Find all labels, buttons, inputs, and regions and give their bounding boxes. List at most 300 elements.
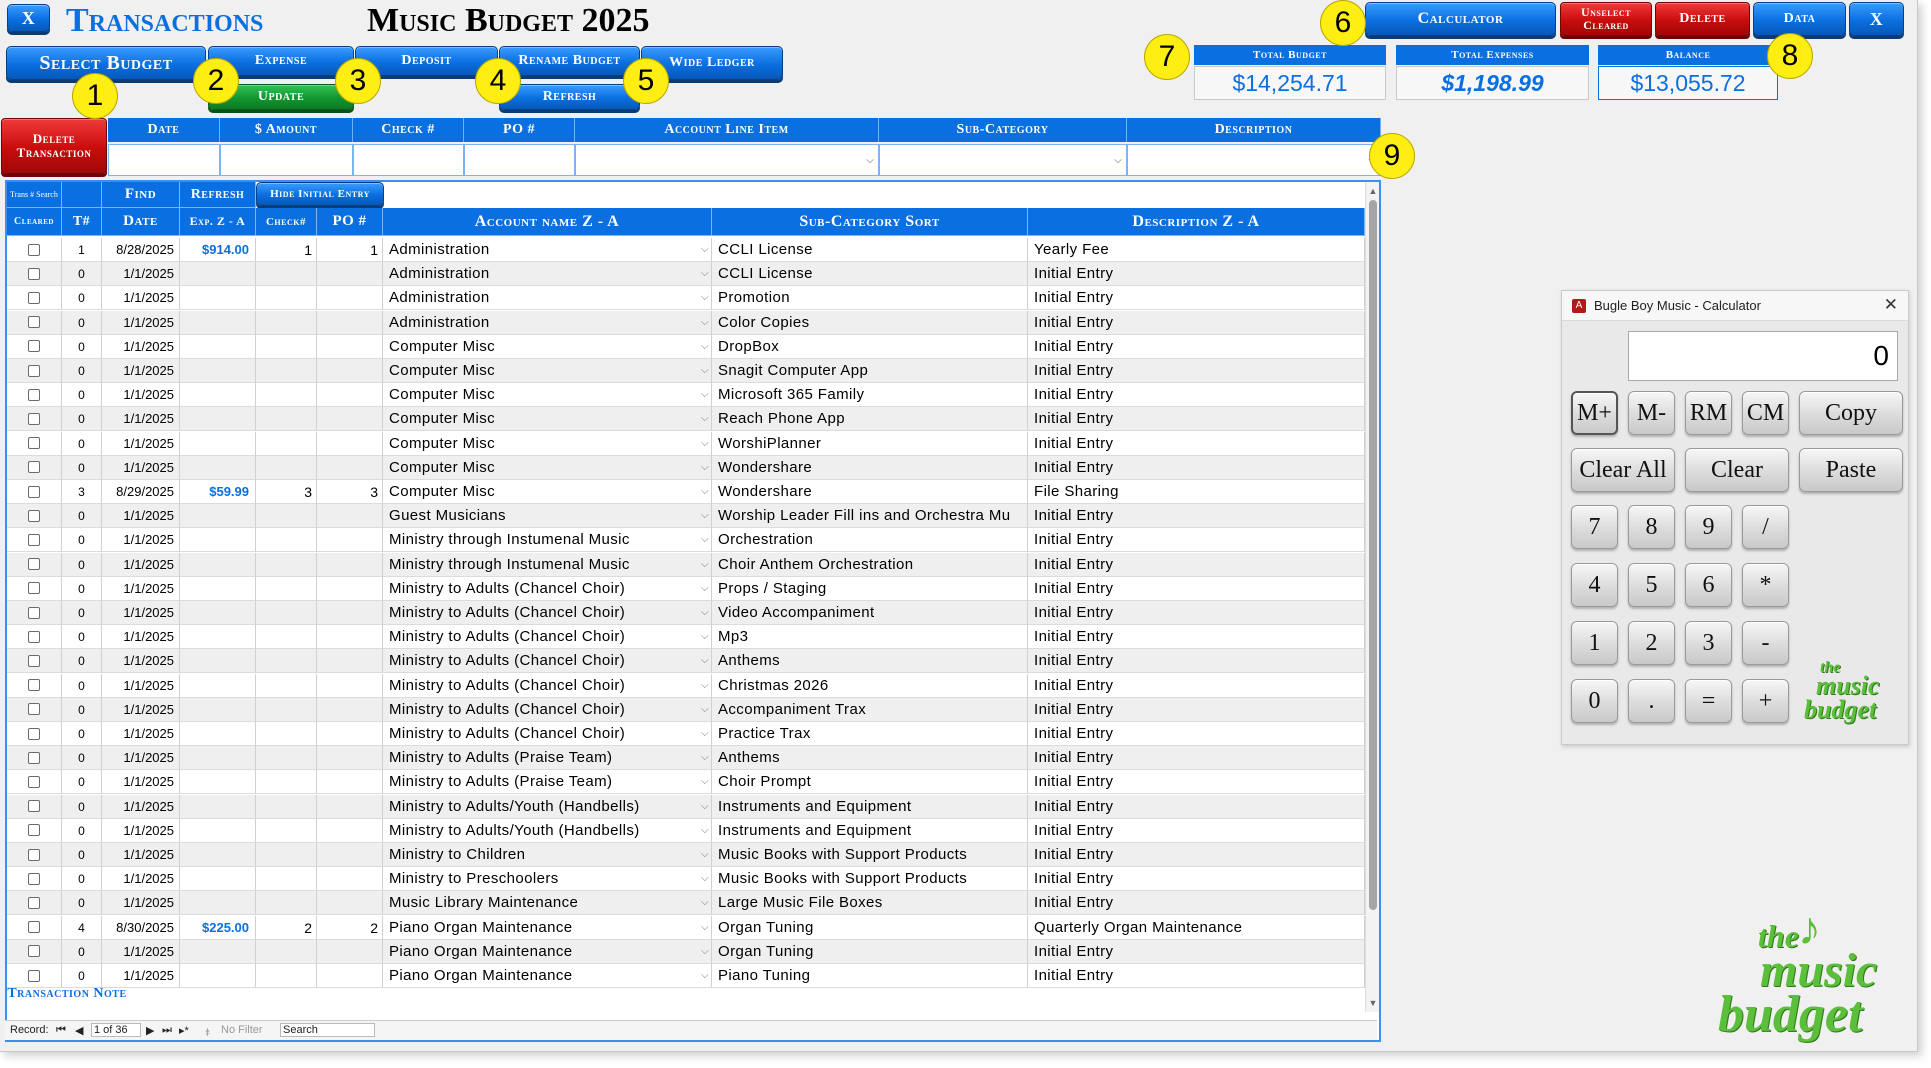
description-cell[interactable]: Initial Entry xyxy=(1028,625,1365,649)
trans-number-cell[interactable]: 0 xyxy=(62,964,102,988)
description-cell[interactable]: Initial Entry xyxy=(1028,940,1365,964)
subcategory-cell[interactable]: Organ Tuning xyxy=(712,916,1028,940)
account-cell[interactable] xyxy=(383,311,712,335)
account-cell[interactable] xyxy=(383,480,712,504)
subcategory-cell[interactable]: Music Books with Support Products xyxy=(712,867,1028,891)
cleared-checkbox[interactable] xyxy=(28,655,40,667)
cleared-checkbox[interactable] xyxy=(28,292,40,304)
subcategory-cell[interactable]: Props / Staging xyxy=(712,577,1028,601)
calc-key-8[interactable]: 8 xyxy=(1628,505,1675,549)
scroll-down-icon[interactable]: ▼ xyxy=(1368,998,1378,1008)
chevron-down-icon[interactable]: ⌵ xyxy=(701,800,709,812)
filter-amount-input[interactable] xyxy=(220,144,353,176)
delete-button[interactable]: Delete xyxy=(1655,2,1750,36)
account-cell[interactable] xyxy=(383,359,712,383)
table-row[interactable] xyxy=(7,456,1365,480)
check-cell[interactable] xyxy=(256,795,317,819)
table-row[interactable] xyxy=(7,432,1365,456)
subcategory-cell[interactable]: Worship Leader Fill ins and Orchestra Mu xyxy=(712,504,1028,528)
po-cell[interactable] xyxy=(317,819,383,843)
expense-cell[interactable] xyxy=(180,625,256,649)
account-cell[interactable] xyxy=(383,601,712,625)
check-cell[interactable] xyxy=(256,867,317,891)
trans-number-cell[interactable]: 0 xyxy=(62,335,102,359)
chevron-down-icon[interactable]: ⌵ xyxy=(701,752,709,764)
description-cell[interactable]: Initial Entry xyxy=(1028,286,1365,310)
trans-number-cell[interactable]: 0 xyxy=(62,795,102,819)
po-cell[interactable] xyxy=(317,625,383,649)
description-cell[interactable]: Initial Entry xyxy=(1028,432,1365,456)
po-cell[interactable] xyxy=(317,746,383,770)
table-row[interactable] xyxy=(7,504,1365,528)
expense-cell[interactable] xyxy=(180,311,256,335)
filter-check-input[interactable] xyxy=(353,144,464,176)
col-account-name[interactable]: Account name Z - A xyxy=(383,208,712,236)
table-row[interactable] xyxy=(7,553,1365,577)
chevron-down-icon[interactable]: ⌵ xyxy=(701,534,709,546)
description-cell[interactable]: Initial Entry xyxy=(1028,867,1365,891)
po-cell[interactable] xyxy=(317,335,383,359)
trans-number-cell[interactable]: 0 xyxy=(62,674,102,698)
cleared-checkbox[interactable] xyxy=(28,897,40,909)
table-row[interactable] xyxy=(7,480,1365,504)
po-cell[interactable] xyxy=(317,383,383,407)
subcategory-cell[interactable]: Choir Anthem Orchestration xyxy=(712,553,1028,577)
expense-cell[interactable] xyxy=(180,528,256,552)
expense-cell[interactable] xyxy=(180,601,256,625)
trans-number-cell[interactable]: 0 xyxy=(62,383,102,407)
po-cell[interactable] xyxy=(317,286,383,310)
cleared-checkbox[interactable] xyxy=(28,728,40,740)
check-cell[interactable] xyxy=(256,553,317,577)
subcategory-cell[interactable]: CCLI License xyxy=(712,262,1028,286)
date-cell[interactable]: 1/1/2025 xyxy=(102,407,180,431)
cleared-checkbox[interactable] xyxy=(28,389,40,401)
deposit-button[interactable]: Deposit xyxy=(355,46,498,76)
chevron-down-icon[interactable]: ⌵ xyxy=(701,316,709,328)
date-cell[interactable]: 1/1/2025 xyxy=(102,649,180,673)
description-cell[interactable]: Initial Entry xyxy=(1028,698,1365,722)
cleared-checkbox[interactable] xyxy=(28,849,40,861)
col-cleared[interactable]: Cleared xyxy=(7,208,62,236)
chevron-down-icon[interactable]: ⌵ xyxy=(701,849,709,860)
po-cell[interactable] xyxy=(317,867,383,891)
col-expense[interactable]: Exp. Z - A xyxy=(180,208,256,236)
subcategory-cell[interactable]: Music Books with Support Products xyxy=(712,843,1028,867)
check-cell[interactable] xyxy=(256,577,317,601)
trans-number-cell[interactable]: 0 xyxy=(62,504,102,528)
expense-cell[interactable] xyxy=(180,770,256,794)
trans-number-cell[interactable]: 3 xyxy=(62,480,102,504)
subcategory-cell[interactable]: DropBox xyxy=(712,335,1028,359)
expense-cell[interactable]: $914.00 xyxy=(180,238,256,262)
check-cell[interactable] xyxy=(256,528,317,552)
cleared-checkbox[interactable] xyxy=(28,534,40,546)
trans-number-cell[interactable]: 0 xyxy=(62,722,102,746)
check-cell[interactable] xyxy=(256,335,317,359)
trans-search-button[interactable]: Trans # Search xyxy=(7,182,62,208)
subcategory-cell[interactable]: CCLI License xyxy=(712,238,1028,262)
expense-cell[interactable] xyxy=(180,867,256,891)
table-row[interactable] xyxy=(7,940,1365,964)
table-row[interactable] xyxy=(7,625,1365,649)
check-cell[interactable] xyxy=(256,843,317,867)
description-cell[interactable]: Initial Entry xyxy=(1028,407,1365,431)
table-row[interactable] xyxy=(7,359,1365,383)
expense-cell[interactable] xyxy=(180,359,256,383)
account-cell[interactable] xyxy=(383,795,712,819)
check-cell[interactable]: 3 xyxy=(256,480,317,504)
expense-cell[interactable] xyxy=(180,577,256,601)
check-cell[interactable] xyxy=(256,722,317,746)
expense-cell[interactable]: $59.99 xyxy=(180,480,256,504)
description-cell[interactable]: Initial Entry xyxy=(1028,335,1365,359)
chevron-down-icon[interactable]: ⌵ xyxy=(701,655,709,667)
subcategory-cell[interactable]: Wondershare xyxy=(712,456,1028,480)
table-row[interactable] xyxy=(7,770,1365,794)
table-row[interactable] xyxy=(7,819,1365,843)
vertical-scrollbar[interactable] xyxy=(1365,182,1379,1012)
col-date[interactable]: Date xyxy=(102,208,180,236)
cleared-checkbox[interactable] xyxy=(28,340,40,352)
cleared-checkbox[interactable] xyxy=(28,776,40,788)
chevron-down-icon[interactable]: ⌵ xyxy=(701,558,709,570)
check-cell[interactable] xyxy=(256,891,317,915)
chevron-down-icon[interactable]: ⌵ xyxy=(701,728,709,739)
chevron-down-icon[interactable]: ⌵ xyxy=(701,244,709,255)
check-cell[interactable] xyxy=(256,456,317,480)
col-check[interactable]: Check# xyxy=(256,208,317,236)
date-cell[interactable]: 1/1/2025 xyxy=(102,432,180,456)
account-cell[interactable] xyxy=(383,891,712,915)
data-button[interactable]: Data xyxy=(1753,2,1846,36)
date-cell[interactable]: 1/1/2025 xyxy=(102,335,180,359)
description-cell[interactable]: Initial Entry xyxy=(1028,722,1365,746)
po-cell[interactable] xyxy=(317,891,383,915)
description-cell[interactable]: Initial Entry xyxy=(1028,577,1365,601)
check-cell[interactable] xyxy=(256,407,317,431)
table-row[interactable] xyxy=(7,964,1365,988)
cleared-checkbox[interactable] xyxy=(28,365,40,377)
hide-initial-entry-button[interactable]: Hide Initial Entry xyxy=(256,182,384,206)
po-cell[interactable]: 2 xyxy=(317,916,383,940)
grid-refresh-button[interactable]: Refresh xyxy=(180,182,256,208)
expense-cell[interactable]: $225.00 xyxy=(180,916,256,940)
chevron-down-icon[interactable]: ⌵ xyxy=(701,631,709,643)
expense-cell[interactable] xyxy=(180,891,256,915)
account-cell[interactable] xyxy=(383,335,712,359)
subcategory-cell[interactable]: WorshiPlanner xyxy=(712,432,1028,456)
subcategory-cell[interactable]: Instruments and Equipment xyxy=(712,795,1028,819)
table-row[interactable] xyxy=(7,746,1365,770)
clear-memory-button[interactable]: CM xyxy=(1742,391,1789,435)
subcategory-cell[interactable]: Reach Phone App xyxy=(712,407,1028,431)
calc-key-5[interactable]: 5 xyxy=(1628,563,1675,607)
description-cell[interactable]: Yearly Fee xyxy=(1028,238,1365,262)
date-cell[interactable]: 8/29/2025 xyxy=(102,480,180,504)
account-cell[interactable] xyxy=(383,698,712,722)
cleared-checkbox[interactable] xyxy=(28,413,40,425)
po-cell[interactable]: 3 xyxy=(317,480,383,504)
table-row[interactable] xyxy=(7,407,1365,431)
check-cell[interactable] xyxy=(256,770,317,794)
trans-number-cell[interactable]: 0 xyxy=(62,456,102,480)
account-cell[interactable] xyxy=(383,746,712,770)
date-cell[interactable]: 1/1/2025 xyxy=(102,456,180,480)
subcategory-cell[interactable]: Video Accompaniment xyxy=(712,601,1028,625)
subcategory-cell[interactable]: Organ Tuning xyxy=(712,940,1028,964)
check-cell[interactable] xyxy=(256,819,317,843)
table-row[interactable] xyxy=(7,722,1365,746)
subcategory-cell[interactable]: Christmas 2026 xyxy=(712,674,1028,698)
chevron-down-icon[interactable]: ⌵ xyxy=(701,413,709,425)
description-cell[interactable]: Initial Entry xyxy=(1028,843,1365,867)
filter-po-input[interactable] xyxy=(464,144,575,176)
po-cell[interactable]: 1 xyxy=(317,238,383,262)
expense-cell[interactable] xyxy=(180,553,256,577)
calc-key-0[interactable]: 0 xyxy=(1571,679,1618,723)
date-cell[interactable]: 1/1/2025 xyxy=(102,819,180,843)
date-cell[interactable]: 1/1/2025 xyxy=(102,867,180,891)
po-cell[interactable] xyxy=(317,528,383,552)
calc-key-divide[interactable]: / xyxy=(1742,505,1789,549)
chevron-down-icon[interactable]: ⌵ xyxy=(701,824,709,836)
cleared-checkbox[interactable] xyxy=(28,461,40,473)
po-cell[interactable] xyxy=(317,456,383,480)
check-cell[interactable] xyxy=(256,432,317,456)
po-cell[interactable] xyxy=(317,432,383,456)
no-filter-label[interactable]: No Filter xyxy=(221,1024,263,1036)
expense-cell[interactable] xyxy=(180,504,256,528)
chevron-down-icon[interactable]: ⌵ xyxy=(866,154,874,166)
chevron-down-icon[interactable]: ⌵ xyxy=(701,461,709,473)
description-cell[interactable]: Initial Entry xyxy=(1028,601,1365,625)
date-cell[interactable]: 1/1/2025 xyxy=(102,964,180,988)
subcategory-cell[interactable]: Instruments and Equipment xyxy=(712,819,1028,843)
cleared-checkbox[interactable] xyxy=(28,800,40,812)
account-cell[interactable] xyxy=(383,407,712,431)
trans-number-cell[interactable]: 0 xyxy=(62,940,102,964)
description-cell[interactable]: Initial Entry xyxy=(1028,674,1365,698)
check-cell[interactable] xyxy=(256,649,317,673)
table-row[interactable] xyxy=(7,262,1365,286)
account-cell[interactable] xyxy=(383,770,712,794)
date-cell[interactable]: 1/1/2025 xyxy=(102,286,180,310)
calc-key-1[interactable]: 1 xyxy=(1571,621,1618,665)
prev-record-icon[interactable]: ◀ xyxy=(75,1025,84,1037)
date-cell[interactable]: 1/1/2025 xyxy=(102,601,180,625)
description-cell[interactable]: Initial Entry xyxy=(1028,262,1365,286)
check-cell[interactable] xyxy=(256,674,317,698)
po-cell[interactable] xyxy=(317,964,383,988)
description-cell[interactable]: Initial Entry xyxy=(1028,504,1365,528)
check-cell[interactable] xyxy=(256,601,317,625)
cleared-checkbox[interactable] xyxy=(28,510,40,522)
po-cell[interactable] xyxy=(317,843,383,867)
expense-cell[interactable] xyxy=(180,674,256,698)
trans-number-cell[interactable]: 0 xyxy=(62,649,102,673)
close-icon[interactable]: ✕ xyxy=(1883,295,1898,314)
description-cell[interactable]: Initial Entry xyxy=(1028,649,1365,673)
po-cell[interactable] xyxy=(317,504,383,528)
trans-number-cell[interactable]: 0 xyxy=(62,553,102,577)
close-app-button[interactable]: X xyxy=(1849,2,1904,36)
description-cell[interactable]: Quarterly Organ Maintenance xyxy=(1028,916,1365,940)
po-cell[interactable] xyxy=(317,311,383,335)
table-row[interactable] xyxy=(7,335,1365,359)
calc-key-decimal[interactable]: . xyxy=(1628,679,1675,723)
update-button[interactable]: Update xyxy=(208,84,354,110)
col-trans-number[interactable]: T# xyxy=(62,208,102,236)
date-cell[interactable]: 1/1/2025 xyxy=(102,674,180,698)
subcategory-cell[interactable]: Color Copies xyxy=(712,311,1028,335)
description-cell[interactable]: Initial Entry xyxy=(1028,383,1365,407)
date-cell[interactable]: 8/30/2025 xyxy=(102,916,180,940)
close-form-button[interactable]: X xyxy=(7,4,50,32)
po-cell[interactable] xyxy=(317,359,383,383)
cleared-checkbox[interactable] xyxy=(28,970,40,982)
expense-cell[interactable] xyxy=(180,456,256,480)
chevron-down-icon[interactable]: ⌵ xyxy=(701,776,709,788)
table-row[interactable] xyxy=(7,795,1365,819)
calc-key-6[interactable]: 6 xyxy=(1685,563,1732,607)
table-row[interactable] xyxy=(7,286,1365,310)
scroll-up-icon[interactable]: ▲ xyxy=(1368,186,1378,196)
account-cell[interactable] xyxy=(383,819,712,843)
record-position[interactable]: 1 of 36 xyxy=(91,1023,141,1037)
cleared-checkbox[interactable] xyxy=(28,486,40,498)
table-row[interactable] xyxy=(7,238,1365,262)
scroll-thumb[interactable] xyxy=(1369,200,1377,910)
table-row[interactable] xyxy=(7,601,1365,625)
expense-cell[interactable] xyxy=(180,795,256,819)
table-row[interactable] xyxy=(7,528,1365,552)
wide-ledger-button[interactable]: Wide Ledger xyxy=(641,46,783,80)
paste-button[interactable]: Paste xyxy=(1799,448,1903,492)
check-cell[interactable] xyxy=(256,746,317,770)
cleared-checkbox[interactable] xyxy=(28,582,40,594)
trans-number-cell[interactable]: 0 xyxy=(62,770,102,794)
subcategory-cell[interactable]: Piano Tuning xyxy=(712,964,1028,988)
account-cell[interactable] xyxy=(383,262,712,286)
account-cell[interactable] xyxy=(383,625,712,649)
trans-number-cell[interactable]: 0 xyxy=(62,891,102,915)
date-cell[interactable]: 1/1/2025 xyxy=(102,722,180,746)
date-cell[interactable]: 1/1/2025 xyxy=(102,940,180,964)
expense-cell[interactable] xyxy=(180,383,256,407)
chevron-down-icon[interactable]: ⌵ xyxy=(701,679,709,691)
calculator-button[interactable]: Calculator xyxy=(1365,2,1556,36)
chevron-down-icon[interactable]: ⌵ xyxy=(701,873,709,885)
date-cell[interactable]: 1/1/2025 xyxy=(102,770,180,794)
unselect-cleared-button[interactable]: Unselect Cleared xyxy=(1560,2,1652,36)
po-cell[interactable] xyxy=(317,770,383,794)
chevron-down-icon[interactable]: ⌵ xyxy=(701,970,709,981)
check-cell[interactable] xyxy=(256,262,317,286)
expense-cell[interactable] xyxy=(180,649,256,673)
rename-budget-button[interactable]: Rename Budget xyxy=(499,46,640,76)
date-cell[interactable]: 1/1/2025 xyxy=(102,383,180,407)
subcategory-cell[interactable]: Microsoft 365 Family xyxy=(712,383,1028,407)
check-cell[interactable]: 1 xyxy=(256,238,317,262)
date-cell[interactable]: 1/1/2025 xyxy=(102,843,180,867)
trans-number-cell[interactable]: 0 xyxy=(62,843,102,867)
po-cell[interactable] xyxy=(317,601,383,625)
date-cell[interactable]: 1/1/2025 xyxy=(102,504,180,528)
cleared-checkbox[interactable] xyxy=(28,921,40,933)
check-cell[interactable] xyxy=(256,964,317,988)
filter-date-input[interactable] xyxy=(108,144,220,176)
description-cell[interactable]: Initial Entry xyxy=(1028,770,1365,794)
chevron-down-icon[interactable]: ⌵ xyxy=(701,389,709,401)
trans-number-cell[interactable]: 0 xyxy=(62,601,102,625)
po-cell[interactable] xyxy=(317,577,383,601)
cleared-checkbox[interactable] xyxy=(28,268,40,280)
calc-key-2[interactable]: 2 xyxy=(1628,621,1675,665)
trans-number-cell[interactable]: 0 xyxy=(62,867,102,891)
chevron-down-icon[interactable]: ⌵ xyxy=(701,437,709,449)
account-cell[interactable] xyxy=(383,649,712,673)
table-row[interactable] xyxy=(7,891,1365,915)
trans-number-cell[interactable]: 0 xyxy=(62,625,102,649)
subcategory-cell[interactable]: Anthems xyxy=(712,649,1028,673)
table-row[interactable] xyxy=(7,674,1365,698)
trans-number-cell[interactable]: 0 xyxy=(62,819,102,843)
check-cell[interactable]: 2 xyxy=(256,916,317,940)
chevron-down-icon[interactable]: ⌵ xyxy=(701,897,709,909)
date-cell[interactable]: 8/28/2025 xyxy=(102,238,180,262)
account-cell[interactable] xyxy=(383,940,712,964)
calc-key-multiply[interactable]: * xyxy=(1742,563,1789,607)
select-budget-button[interactable]: Select Budget xyxy=(6,46,206,80)
trans-number-cell[interactable]: 0 xyxy=(62,311,102,335)
calc-key-3[interactable]: 3 xyxy=(1685,621,1732,665)
account-cell[interactable] xyxy=(383,867,712,891)
po-cell[interactable] xyxy=(317,722,383,746)
cleared-checkbox[interactable] xyxy=(28,873,40,885)
table-row[interactable] xyxy=(7,649,1365,673)
chevron-down-icon[interactable]: ⌵ xyxy=(701,703,709,715)
col-subcategory[interactable]: Sub-Category Sort xyxy=(712,208,1028,236)
trans-number-cell[interactable]: 0 xyxy=(62,407,102,431)
check-cell[interactable] xyxy=(256,286,317,310)
cleared-checkbox[interactable] xyxy=(28,703,40,715)
table-row[interactable] xyxy=(7,577,1365,601)
check-cell[interactable] xyxy=(256,698,317,722)
check-cell[interactable] xyxy=(256,359,317,383)
date-cell[interactable]: 1/1/2025 xyxy=(102,698,180,722)
expense-cell[interactable] xyxy=(180,843,256,867)
subcategory-cell[interactable]: Promotion xyxy=(712,286,1028,310)
cleared-checkbox[interactable] xyxy=(28,679,40,691)
subcategory-cell[interactable]: Choir Prompt xyxy=(712,770,1028,794)
subcategory-cell[interactable]: Snagit Computer App xyxy=(712,359,1028,383)
account-cell[interactable] xyxy=(383,722,712,746)
check-cell[interactable] xyxy=(256,504,317,528)
po-cell[interactable] xyxy=(317,940,383,964)
account-cell[interactable] xyxy=(383,674,712,698)
filter-account-select[interactable] xyxy=(575,144,879,176)
calc-key-7[interactable]: 7 xyxy=(1571,505,1618,549)
recall-memory-button[interactable]: RM xyxy=(1685,391,1732,435)
account-cell[interactable] xyxy=(383,528,712,552)
calc-key-equals[interactable]: = xyxy=(1685,679,1732,723)
table-row[interactable] xyxy=(7,383,1365,407)
trans-number-cell[interactable]: 0 xyxy=(62,698,102,722)
subcategory-cell[interactable]: Anthems xyxy=(712,746,1028,770)
trans-number-cell[interactable]: 1 xyxy=(62,238,102,262)
po-cell[interactable] xyxy=(317,407,383,431)
